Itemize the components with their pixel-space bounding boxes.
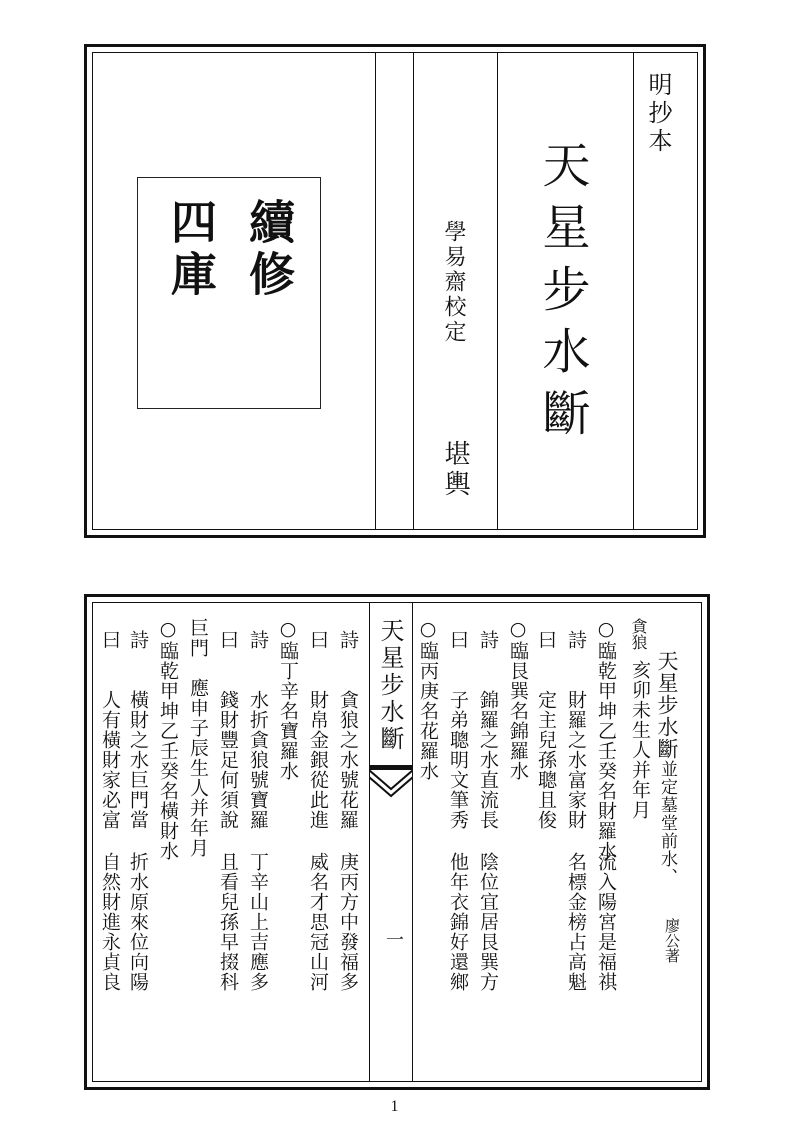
fold-rule: [412, 602, 413, 1082]
text-column-lower: 折水原來位向陽: [127, 852, 149, 992]
fold-fish-tail-mark: [369, 765, 413, 799]
cover-category: 堪輿: [440, 440, 470, 500]
book-author: 廖公著: [663, 918, 681, 963]
text-column: 貪狼: [629, 618, 648, 650]
cover-rule: [633, 52, 634, 530]
text-column-lower: 陰位宜居艮巽方: [477, 852, 499, 992]
text-column: ○臨丁辛名寶羅水: [277, 618, 299, 781]
text-column: 詩 橫財之水巨門當: [127, 630, 149, 830]
text-column-lower: 庚丙方中發福多: [337, 852, 359, 992]
text-column: ○臨艮巽名錦羅水: [507, 618, 529, 781]
cover-title: 天星步水斷: [534, 140, 590, 450]
text-column: 亥卯未生人并年月: [629, 660, 651, 820]
text-column: ○臨丙庚名花羅水: [417, 618, 439, 781]
cover-rule: [497, 52, 498, 530]
book-heading-title: 天星步水斷: [655, 650, 679, 760]
cover-rule: [375, 52, 376, 530]
text-column: 詩 錦羅之水直流長: [477, 630, 499, 830]
text-column: 詩 貪狼之水號花羅: [337, 630, 359, 830]
text-column: 詩 財羅之水富家財: [565, 630, 587, 830]
text-column: 曰 定主兒孫聰且俊: [535, 630, 557, 830]
text-column: 曰 財帛金銀從此進: [307, 630, 329, 830]
fold-page: 一: [383, 930, 404, 948]
cover-seal: [137, 177, 321, 409]
text-column: 曰 錢財豐足何須說: [217, 630, 239, 830]
text-column: 巨門 應申子辰生人并年月: [187, 618, 209, 858]
book-heading: [656, 650, 677, 886]
text-column-lower: 自然財進永貞良: [99, 852, 121, 992]
cover-edition: 明抄本: [644, 72, 672, 156]
text-column-lower: 丁辛山上吉應多: [247, 852, 269, 992]
text-column-lower: 威名才思冠山河: [307, 852, 329, 992]
text-column-lower: 且看兒孫早掇科: [217, 852, 239, 992]
page-number: 1: [390, 1098, 399, 1115]
cover-rule: [413, 52, 414, 530]
text-column-lower: 名標金榜占高魁: [565, 852, 587, 992]
seal-left-column: 四庫: [164, 198, 218, 302]
text-column: ○臨乾甲坤乙壬癸名財羅水: [595, 618, 617, 861]
text-column: 曰 子弟聰明文筆秀: [447, 630, 469, 830]
text-column-lower: 他年衣錦好還鄉: [447, 852, 469, 992]
text-column: ○臨乾甲坤乙壬癸名橫財水: [157, 618, 179, 861]
seal-right-column: 續修: [242, 198, 296, 302]
text-column: 詩 水折貪狼號寶羅: [247, 630, 269, 830]
text-column: 曰 人有橫財家必富: [99, 630, 121, 830]
fold-rule: [369, 602, 370, 1082]
fold-title: 天星步水斷: [376, 618, 404, 753]
cover-proofreader: 學易齋校定: [441, 220, 466, 345]
book-heading-note: 並定墓堂前水、: [657, 760, 677, 886]
text-column-lower: 流入陽宮是福祺: [595, 852, 617, 992]
